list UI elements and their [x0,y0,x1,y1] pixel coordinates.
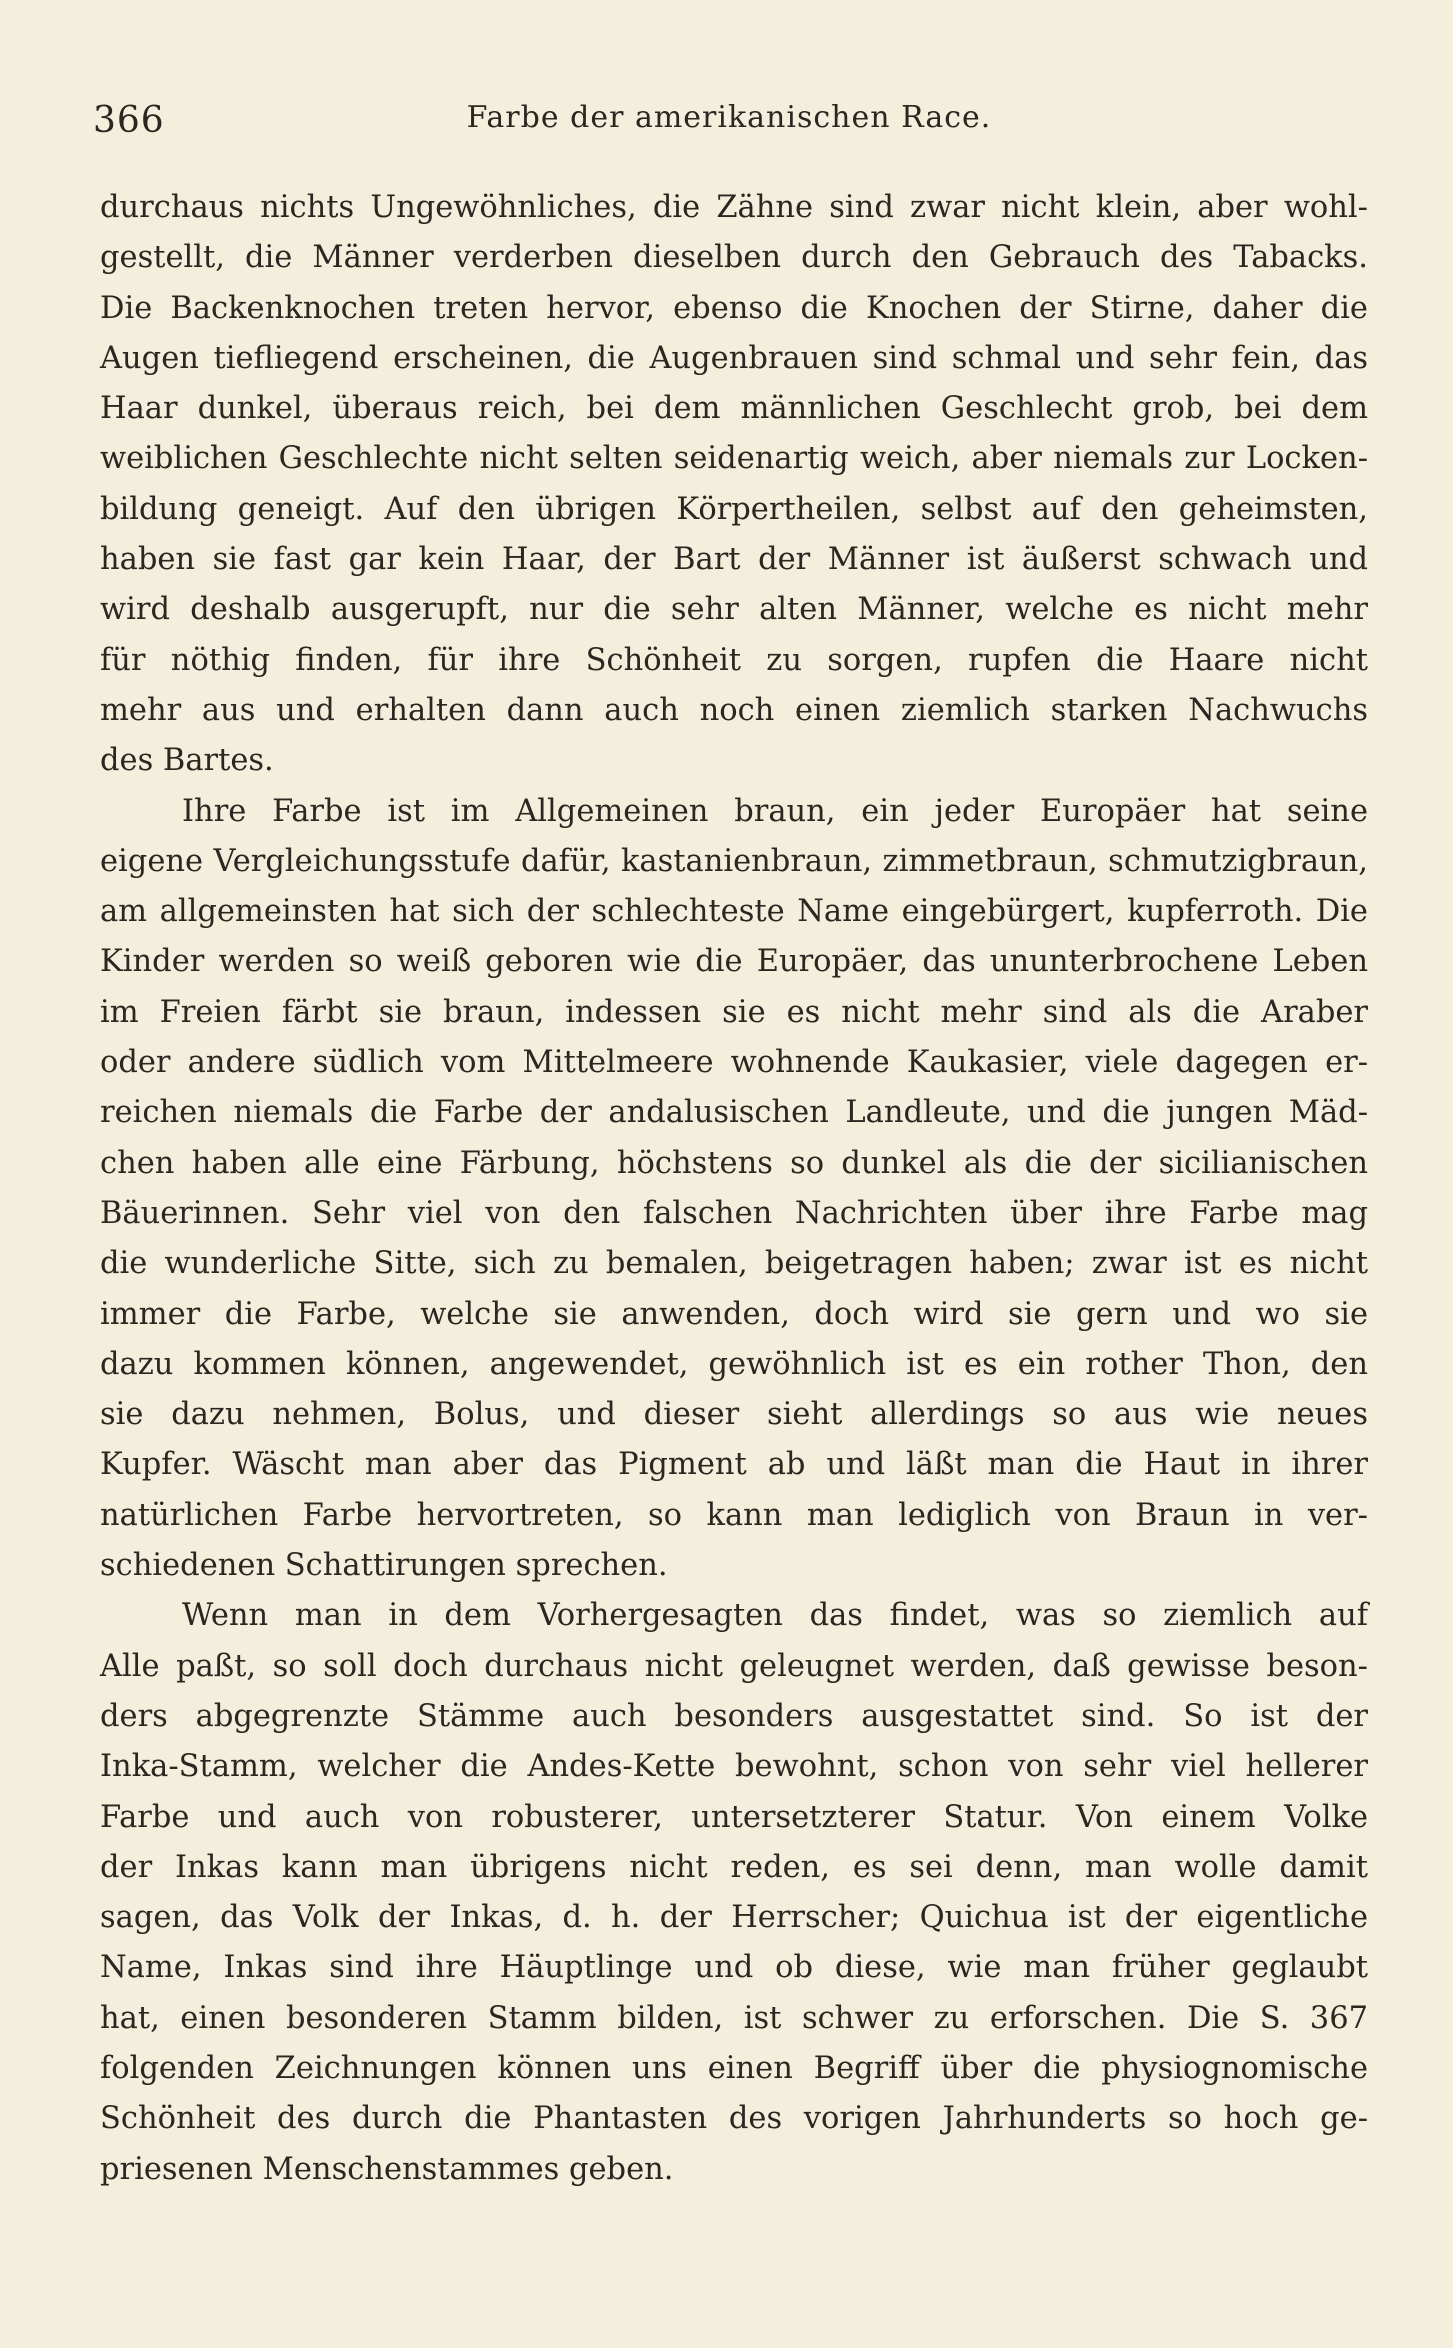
body-text [100,183,1368,2195]
text-line: mehr aus und erhalten dann auch noch einen ziemlich starken Nachwuchs [100,692,1368,728]
text-line: Name, Inkas sind ihre Häuptlinge und ob diese, wie man früher geglaubt [100,1950,1368,1986]
text-line: wird deshalb ausgerupft, nur die sehr alten Männer, welche es nicht mehr [100,592,1368,628]
text-line: natürlichen Farbe hervortreten, so kann man lediglich von Braun in ver- [100,1497,1368,1533]
text-line: weiblichen Geschlechte nicht selten seidenartig weich, aber niemals zur Locken- [100,441,1368,477]
text-line: chen haben alle eine Färbung, höchstens so dunkel als die der sicilianischen [100,1145,1368,1181]
page-header [93,92,1365,152]
text-line: Schönheit des durch die Phantasten des vorigen Jahrhunderts so hoch ge- [100,2101,1368,2137]
paragraph-end-line: des Bartes. [100,743,274,779]
running-title: Farbe der amerikanischen Race. [466,100,992,135]
text-line: sie dazu nehmen, Bolus, und dieser sieht allerdings so aus wie neues [100,1397,1368,1433]
text-line: Farbe und auch von robusterer, untersetzterer Statur. Von einem Volke [100,1799,1368,1835]
text-line: sagen, das Volk der Inkas, d. h. der Herrscher; Quichua ist der eigentliche [100,1900,1368,1936]
text-line: Augen tiefliegend erscheinen, die Augenbrauen sind schmal und sehr fein, das [100,340,1368,376]
text-line: folgenden Zeichnungen können uns einen Begriff über die physiognomische [100,2050,1368,2086]
text-line: Alle paßt, so soll doch durchaus nicht geleugnet werden, daß gewisse beson- [100,1648,1368,1684]
text-line: durchaus nichts Ungewöhnliches, die Zähne sind zwar nicht klein, aber wohl- [100,190,1368,225]
text-line: Die Backenknochen treten hervor, ebenso die Knochen der Stirne, daher die [100,290,1368,326]
text-line: am allgemeinsten hat sich der schlechteste Name eingebürgert, kupferroth. Die [100,894,1368,930]
text-line: Bäuerinnen. Sehr viel von den falschen Nachrichten über ihre Farbe mag [100,1195,1368,1231]
text-line: haben sie fast gar kein Haar, der Bart der Männer ist äußerst schwach und [100,542,1368,578]
paragraph-start-line: Ihre Farbe ist im Allgemeinen braun, ein jeder Europäer hat seine [182,793,1368,829]
text-line: immer die Farbe, welche sie anwenden, doch wird sie gern und wo sie [100,1296,1368,1332]
text-line: Kupfer. Wäscht man aber das Pigment ab und läßt man die Haut in ihrer [100,1447,1368,1483]
text-line: gestellt, die Männer verderben dieselben durch den Gebrauch des Tabacks. [100,240,1368,276]
text-line: für nöthig finden, für ihre Schönheit zu sorgen, rupfen die Haare nicht [100,642,1368,678]
text-line: Kinder werden so weiß geboren wie die Europäer, das ununterbrochene Leben [100,944,1368,980]
paragraph-end-line: priesenen Menschenstammes geben. [100,2151,674,2187]
page-number: 366 [93,100,165,141]
paragraph-start-line: Wenn man in dem Vorhergesagten das findet, was so ziemlich auf [182,1598,1368,1634]
text-line: dazu kommen können, angewendet, gewöhnlich ist es ein rother Thon, den [100,1346,1368,1382]
text-line: eigene Vergleichungsstufe dafür, kastanienbraun, zimmetbraun, schmutzigbraun, [100,843,1368,879]
text-line: reichen niemals die Farbe der andalusischen Landleute, und die jungen Mäd- [100,1095,1368,1131]
text-line: Inka-Stamm, welcher die Andes-Kette bewohnt, schon von sehr viel hellerer [100,1749,1368,1785]
text-line: die wunderliche Sitte, sich zu bemalen, beigetragen haben; zwar ist es nicht [100,1246,1368,1282]
text-line: oder andere südlich vom Mittelmeere wohnende Kaukasier, viele dagegen er- [100,1045,1368,1081]
text-line: Haar dunkel, überaus reich, bei dem männlichen Geschlecht grob, bei dem [100,391,1368,427]
text-line: im Freien färbt sie braun, indessen sie es nicht mehr sind als die Araber [100,994,1368,1030]
text-line: hat, einen besonderen Stamm bilden, ist schwer zu erforschen. Die S. 367 [100,2000,1368,2036]
text-line: bildung geneigt. Auf den übrigen Körpertheilen, selbst auf den geheimsten, [100,491,1368,527]
text-line: ders abgegrenzte Stämme auch besonders ausgestattet sind. So ist der [100,1698,1368,1734]
text-line: der Inkas kann man übrigens nicht reden, es sei denn, man wolle damit [100,1849,1368,1885]
paragraph-end-line: schiedenen Schattirungen sprechen. [100,1548,668,1584]
